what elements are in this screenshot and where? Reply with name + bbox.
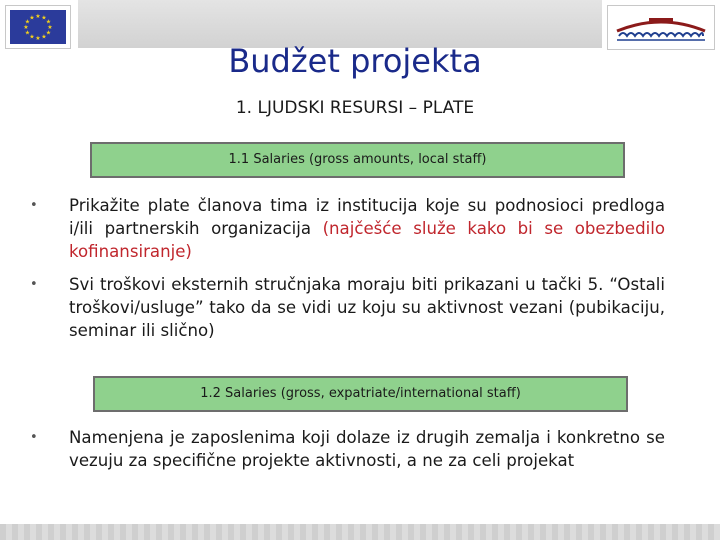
bullet-list-local-staff	[30, 194, 665, 352]
svg-text:★: ★	[35, 13, 41, 20]
section-label-local-staff: 1.1 Salaries (gross amounts, local staff)	[90, 142, 625, 178]
bullet-list-expatriate-staff	[30, 426, 665, 482]
list-item	[30, 273, 665, 342]
bullet-dot-icon: •	[30, 430, 38, 445]
svg-text:★: ★	[29, 14, 35, 22]
svg-text:★: ★	[45, 18, 52, 26]
svg-text:★: ★	[41, 14, 47, 22]
svg-text:★: ★	[47, 24, 53, 31]
svg-text:★: ★	[41, 33, 47, 41]
svg-text:★: ★	[45, 29, 52, 37]
eu-flag-icon	[10, 10, 66, 44]
bullet-text: Prikažite plate članova tima iz institucija koje su podnosioci predloga i/ili partnerskih organizacija	[69, 196, 665, 238]
bullet-text: Namenjena je zaposlenima koji dolaze iz drugih zemalja i konkretno se vezuju za specifične projekte aktivnosti, a ne za celi projekat	[69, 428, 665, 470]
header-bar	[78, 0, 602, 48]
footer-bar	[0, 524, 720, 540]
section-label-expatriate-staff: 1.2 Salaries (gross, expatriate/international staff)	[93, 376, 628, 412]
bullet-dot-icon: •	[30, 198, 38, 213]
svg-text:★: ★	[23, 24, 29, 31]
svg-text:★: ★	[24, 29, 31, 37]
bullet-highlight: (najčešće služe kako bi se obezbedilo kofinansiranje)	[69, 219, 665, 261]
list-item	[30, 194, 665, 263]
parliament-logo-icon	[611, 9, 711, 46]
slide-subtitle: 1. LJUDSKI RESURSI – PLATE	[235, 98, 475, 118]
svg-text:★: ★	[24, 18, 31, 26]
list-item	[30, 426, 665, 472]
bullet-text: Svi troškovi eksternih stručnjaka moraju biti prikazani u tački 5. “Ostali troškovi/usluge” tako da se vidi uz koju su aktivnost vezani (pubikaciju, seminar ili slično)	[69, 275, 665, 340]
svg-text:★: ★	[29, 33, 35, 41]
slide-title: Budžet projekta	[228, 42, 482, 80]
bullet-dot-icon: •	[30, 277, 38, 292]
svg-text:★: ★	[35, 35, 41, 42]
